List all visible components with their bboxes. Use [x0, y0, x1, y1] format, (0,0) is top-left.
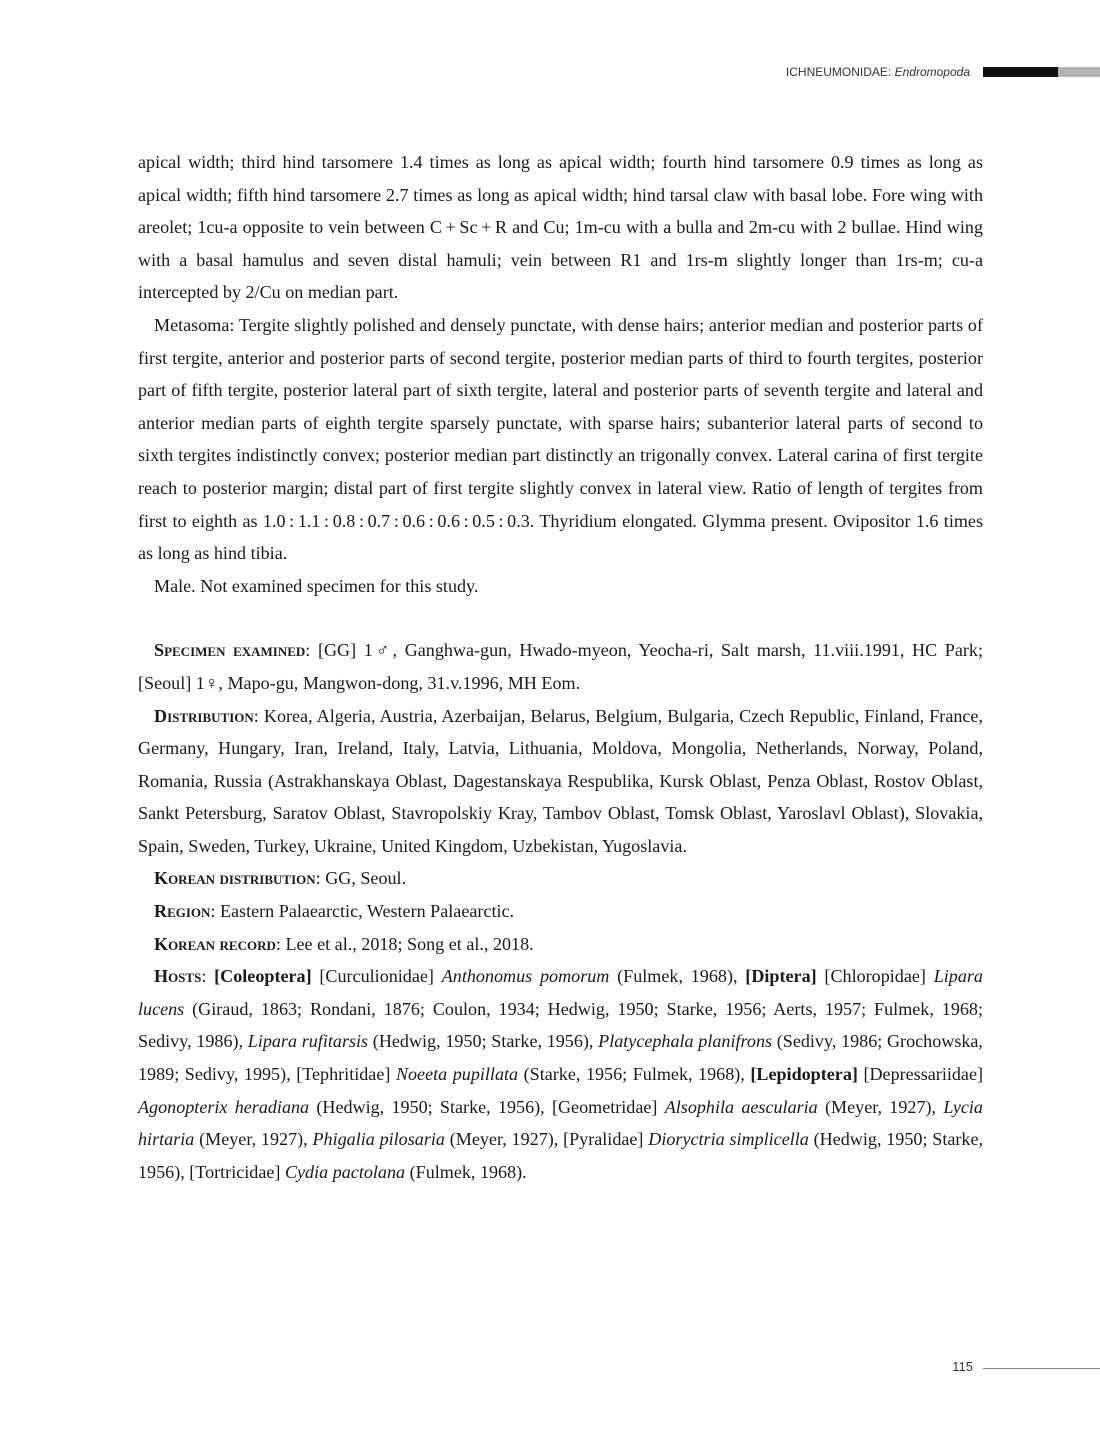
korean-record: Korean record: Lee et al., 2018; Song et al., 2018.: [154, 933, 534, 954]
host-species: Noeeta pupillata: [395, 1064, 519, 1085]
footer-rule: [983, 1368, 1100, 1369]
page-number: 115: [952, 1359, 973, 1374]
specimen-examined: Specimen examined: [GG] 1♂, Ganghwa-gun, Hwado-myeon, Yeocha-ri, Salt marsh, 11.viii.1991, HC Park; [Seoul] 1♀, Mapo-gu, Mangwon-dong, 31.v.1996, MH Eom.: [138, 640, 983, 693]
section-label: Specimen examined: [154, 640, 306, 661]
host-species: Lipara lucens: [138, 966, 983, 1019]
header-bar-light: [1058, 67, 1100, 77]
host-species: Phigalia pilosaria: [312, 1129, 445, 1150]
section-label: Korean record: [154, 933, 276, 954]
host-species: Cydia pactolana: [284, 1161, 406, 1182]
host-species: Lipara rufitarsis: [247, 1031, 369, 1052]
host-order: [Diptera]: [745, 966, 817, 987]
hosts: Hosts: [Coleoptera] [Curculionidae] Anthonomus pomorum (Fulmek, 1968), [Diptera] [Chloropidae] Lipara lucens (Giraud, 1863; Rondani, 1876; Coulon, 1934; Hedwig, 1950; Starke, 1956; Aerts, 1957; Fulmek, 1968; Sedivy, 1986), Lipara rufitarsis (Hedwig, 1950; Starke, 1956), Platycephala planifrons (Sedivy, 1986; Grochowska, 1989; Sedivy, 1995), [Tephritidae] Noeeta pupillata (Starke, 1956; Fulmek, 1968), [Lepidoptera] [Depressariidae] Agonopterix heradiana (Hedwig, 1950; Starke, 1956), [Geometridae] Alsophila aescularia (Meyer, 1927), Lycia hirtaria (Meyer, 1927), Phigalia pilosaria (Meyer, 1927), [Pyralidae] Dioryctria simplicella (Hedwig, 1950; Starke, 1956), [Tortricidae] Cydia pactolana (Fulmek, 1968).: [138, 966, 984, 1182]
header-family: ICHNEUMONIDAE:: [785, 65, 895, 79]
section-label: Distribution: [154, 705, 254, 726]
header-bar-dark: [983, 67, 1058, 77]
host-species: Platycephala planifrons: [598, 1031, 773, 1052]
korean-distribution: Korean distribution: GG, Seoul.: [154, 868, 407, 889]
host-species: Agonopterix heradiana: [138, 1096, 310, 1117]
region: Region: Eastern Palaearctic, Western Palaearctic.: [154, 901, 515, 922]
host-species: Dioryctria simplicella: [648, 1129, 809, 1150]
section-label: Hosts: [154, 966, 202, 987]
paragraph-male: Male. Not examined specimen for this study.: [154, 575, 479, 596]
header-title: [786, 64, 970, 80]
host-order: [Lepidoptera]: [750, 1064, 858, 1085]
host-species: Alsophila aescularia: [664, 1096, 818, 1117]
distribution: Distribution: Korea, Algeria, Austria, Azerbaijan, Belarus, Belgium, Bulgaria, Czech Republic, Finland, France, Germany, Hungary, Iran, Ireland, Italy, Latvia, Lithuania, Moldova, Mongolia, Netherlands, Norway, Poland, Romania, Russia (Astrakhanskaya Oblast, Dagestanskaya Respublika, Kursk Oblast, Penza Oblast, Rostov Oblast, Sankt Petersburg, Saratov Oblast, Stavropolskiy Kray, Tambov Oblast, Tomsk Oblast, Yaroslavl Oblast), Slovakia, Spain, Sweden, Turkey, Ukraine, United Kingdom, Uzbekistan, Yugoslavia.: [138, 705, 983, 856]
running-header: [700, 64, 1100, 80]
body-text: [138, 146, 983, 1188]
host-order: [Coleoptera]: [214, 966, 312, 987]
section-label: Region: [154, 901, 211, 922]
header-genus: Endromopoda: [894, 65, 970, 79]
section-label: Korean distribution: [154, 868, 316, 889]
host-species: Anthonomus pomorum: [441, 966, 610, 987]
paragraph-metasoma: Metasoma: Tergite slightly polished and densely punctate, with dense hairs; anterior median and posterior parts of first tergite, anterior and posterior parts of second tergite, posterior median parts of third to fourth tergites, posterior part of fifth tergite, posterior lateral part of sixth tergite, lateral and posterior parts of seventh tergite and lateral and anterior median parts of eighth tergite sparsely punctate, with sparse hairs; subanterior lateral parts of second to sixth tergites indistinctly convex; posterior median part distinctly an trigonally convex. Lateral carina of first tergite reach to posterior margin; distal part of first tergite slightly convex in lateral view. Ratio of length of tergites from first to eighth as 1.0 : 1.1 : 0.8 : 0.7 : 0.6 : 0.6 : 0.5 : 0.3. Thyridium elongated. Glymma present. Ovipositor 1.6 times as long as hind tibia.: [138, 314, 983, 564]
paragraph-wing: apical width; third hind tarsomere 1.4 times as long as apical width; fourth hind tarsomere 0.9 times as long as apical width; fifth hind tarsomere 2.7 times as long as apical width; hind tarsal claw with basal lobe. Fore wing with areolet; 1cu-a opposite to vein between C + Sc + R and Cu; 1m-cu with a bulla and 2m-cu with 2 bullae. Hind wing with a basal hamulus and seven distal hamuli; vein between R1 and 1rs-m slightly longer than 1rs-m; cu-a intercepted by 2/Cu on median part.: [138, 152, 983, 303]
host-species: Lycia hirtaria: [138, 1096, 983, 1150]
